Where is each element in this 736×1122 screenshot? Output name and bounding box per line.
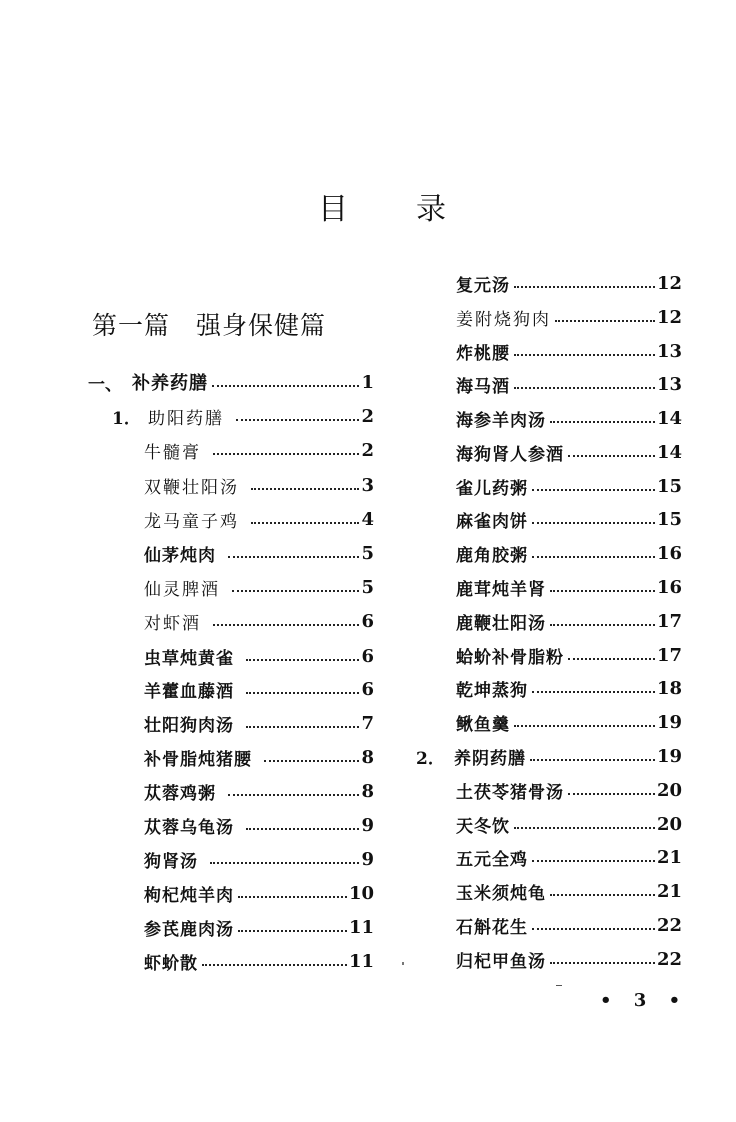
entry-page: 15 [656, 475, 682, 497]
entry-page: 22 [656, 948, 682, 970]
toc-entry[interactable] [88, 571, 374, 603]
entry-page: 9 [361, 814, 374, 836]
toc-title-char-2: 录 [416, 192, 446, 227]
leader-dots [202, 964, 347, 966]
toc-entry[interactable] [416, 605, 682, 637]
entry-label: 补骨脂炖猪腰 [144, 749, 252, 770]
toc-entry[interactable] [88, 741, 374, 773]
entry-label: 乾坤蒸狗 [456, 680, 528, 701]
entry-page: 18 [656, 677, 682, 699]
leader-dots [210, 862, 359, 864]
entry-page: 8 [361, 780, 374, 802]
entry-label: 双鞭壮阳汤 [144, 477, 239, 498]
leader-dots [532, 928, 655, 930]
entry-page: 8 [361, 746, 374, 768]
leader-dots [530, 759, 655, 761]
leader-dots [514, 827, 655, 829]
toc-entry[interactable] [416, 740, 682, 772]
toc-entry[interactable] [88, 673, 374, 705]
toc-entry[interactable] [88, 469, 374, 501]
entry-page: 4 [361, 508, 374, 530]
toc-entry[interactable] [416, 875, 682, 907]
entry-label: 炸桃腰 [456, 343, 510, 364]
entry-page: 6 [361, 645, 374, 667]
entry-page: 2 [361, 439, 374, 461]
entry-label: 补养药膳 [132, 373, 208, 394]
entry-label: 虾蚧散 [144, 953, 198, 974]
leader-dots [238, 930, 347, 932]
toc-entry[interactable] [88, 640, 374, 672]
entry-label: 龙马童子鸡 [144, 511, 239, 532]
entry-page: 22 [656, 914, 682, 936]
entry-label: 牛髓膏 [144, 442, 201, 463]
entry-page: 6 [361, 678, 374, 700]
entry-number: 一、 [88, 374, 122, 395]
leader-dots [246, 726, 359, 728]
entry-label: 天冬饮 [456, 816, 510, 837]
entry-page: 9 [361, 848, 374, 870]
entry-label: 鹿角胶粥 [456, 545, 528, 566]
toc-entry[interactable] [416, 841, 682, 873]
leader-dots [236, 419, 359, 421]
toc-title [0, 188, 736, 232]
entry-page: 13 [656, 340, 682, 362]
entry-page: 1 [361, 371, 374, 393]
entry-label: 玉米须炖龟 [456, 883, 546, 904]
entry-label: 姜附烧狗肉 [456, 309, 551, 330]
toc-entry[interactable] [416, 774, 682, 806]
print-speck [402, 962, 404, 965]
entry-label: 麻雀肉饼 [456, 511, 528, 532]
leader-dots [550, 590, 655, 592]
leader-dots [246, 828, 359, 830]
entry-page: 17 [656, 610, 682, 632]
leader-dots [251, 522, 359, 524]
entry-label: 鹿茸炖羊肾 [456, 579, 546, 600]
entry-label: 蛤蚧补骨脂粉 [456, 647, 564, 668]
leader-dots [568, 455, 655, 457]
part-name: 强身保健篇 [196, 311, 327, 340]
toc-entry[interactable] [416, 571, 682, 603]
entry-page: 12 [656, 306, 682, 328]
entry-page: 15 [656, 508, 682, 530]
entry-page: 10 [348, 882, 374, 904]
toc-entry[interactable] [88, 911, 374, 943]
entry-label: 归杞甲鱼汤 [456, 951, 546, 972]
toc-entry[interactable] [416, 301, 682, 333]
toc-entry[interactable] [416, 267, 682, 299]
entry-label: 养阴药膳 [454, 748, 526, 769]
entry-page: 5 [361, 576, 374, 598]
entry-page: 14 [656, 441, 682, 463]
entry-label: 对虾酒 [144, 613, 201, 634]
toc-entry[interactable] [416, 368, 682, 400]
entry-page: 19 [656, 711, 682, 733]
leader-dots [232, 590, 359, 592]
entry-label: 石斛花生 [456, 917, 528, 938]
leader-dots [238, 896, 347, 898]
entry-label: 壮阳狗肉汤 [144, 715, 234, 736]
part-heading [92, 306, 326, 346]
entry-label: 海参羊肉汤 [456, 410, 546, 431]
entry-label: 雀儿药粥 [456, 478, 528, 499]
leader-dots [246, 659, 359, 661]
entry-label: 参芪鹿肉汤 [144, 919, 234, 940]
entry-number: 2． [416, 748, 445, 769]
entry-label: 海马酒 [456, 376, 510, 397]
entry-label: 苁蓉鸡粥 [144, 783, 216, 804]
leader-dots [228, 794, 359, 796]
toc-entry[interactable] [416, 537, 682, 569]
leader-dots [550, 894, 655, 896]
leader-dots [213, 453, 359, 455]
leader-dots [568, 793, 655, 795]
entry-page: 7 [361, 712, 374, 734]
entry-page: 17 [656, 644, 682, 666]
toc-entry[interactable] [88, 434, 374, 466]
toc-entry[interactable] [416, 808, 682, 840]
leader-dots [568, 658, 655, 660]
entry-page: 11 [348, 950, 374, 972]
toc-entry[interactable] [416, 706, 682, 738]
leader-dots [228, 556, 359, 558]
toc-entry[interactable] [88, 877, 374, 909]
leader-dots [251, 488, 359, 490]
entry-label: 鹿鞭壮阳汤 [456, 613, 546, 634]
entry-page: 5 [361, 542, 374, 564]
entry-page: 16 [656, 576, 682, 598]
entry-label: 枸杞炖羊肉 [144, 885, 234, 906]
leader-dots [532, 860, 655, 862]
entry-label: 羊藿血藤酒 [144, 681, 234, 702]
entry-label: 五元全鸡 [456, 849, 528, 870]
toc-entry[interactable] [416, 335, 682, 367]
entry-number: 1． [112, 408, 141, 429]
entry-page: 20 [656, 813, 682, 835]
entry-page: 13 [656, 373, 682, 395]
entry-label: 苁蓉乌龟汤 [144, 817, 234, 838]
entry-label: 土茯苓猪骨汤 [456, 782, 564, 803]
part-number: 第一篇 [92, 311, 171, 340]
toc-entry[interactable] [416, 436, 682, 468]
toc-entry[interactable] [88, 605, 374, 637]
leader-dots [532, 691, 655, 693]
entry-page: 3 [361, 474, 374, 496]
toc-entry[interactable] [88, 775, 374, 807]
entry-page: 19 [656, 745, 682, 767]
leader-dots [264, 760, 359, 762]
entry-label: 仙茅炖肉 [144, 545, 216, 566]
entry-page: 11 [348, 916, 374, 938]
toc-entry[interactable] [88, 707, 374, 739]
entry-page: 14 [656, 407, 682, 429]
entry-page: 16 [656, 542, 682, 564]
entry-page: 20 [656, 779, 682, 801]
toc-entry[interactable] [416, 402, 682, 434]
entry-label: 虫草炖黄雀 [144, 648, 234, 669]
leader-dots [514, 286, 655, 288]
entry-page: 21 [656, 846, 682, 868]
leader-dots [532, 522, 655, 524]
print-mark [556, 985, 562, 986]
entry-label: 助阳药膳 [148, 408, 224, 429]
leader-dots [532, 489, 655, 491]
entry-page: 12 [656, 272, 682, 294]
leader-dots [550, 962, 655, 964]
toc-entry[interactable] [88, 400, 374, 432]
entry-page: 21 [656, 880, 682, 902]
page-number: • 3 • [600, 990, 689, 1011]
entry-page: 2 [361, 405, 374, 427]
leader-dots [555, 320, 655, 322]
entry-page: 6 [361, 610, 374, 632]
toc-entry[interactable] [88, 366, 374, 398]
entry-label: 狗肾汤 [144, 851, 198, 872]
leader-dots [212, 385, 359, 387]
toc-entry[interactable] [416, 672, 682, 704]
leader-dots [532, 556, 655, 558]
toc-entry[interactable] [416, 639, 682, 671]
toc-entry[interactable] [416, 470, 682, 502]
leader-dots [514, 354, 655, 356]
toc-title-char-1: 目 [318, 192, 348, 227]
entry-label: 复元汤 [456, 275, 510, 296]
leader-dots [514, 387, 655, 389]
toc-entry[interactable] [88, 809, 374, 841]
toc-entry[interactable] [416, 909, 682, 941]
toc-entry[interactable] [88, 503, 374, 535]
leader-dots [514, 725, 655, 727]
leader-dots [246, 692, 359, 694]
toc-entry[interactable] [416, 943, 682, 975]
leader-dots [213, 624, 359, 626]
toc-entry[interactable] [416, 503, 682, 535]
toc-entry[interactable] [88, 843, 374, 875]
leader-dots [550, 624, 655, 626]
entry-label: 鳅鱼羹 [456, 714, 510, 735]
leader-dots [550, 421, 655, 423]
toc-entry[interactable] [88, 945, 374, 977]
entry-label: 海狗肾人参酒 [456, 444, 564, 465]
toc-entry[interactable] [88, 537, 374, 569]
entry-label: 仙灵脾酒 [144, 579, 220, 600]
